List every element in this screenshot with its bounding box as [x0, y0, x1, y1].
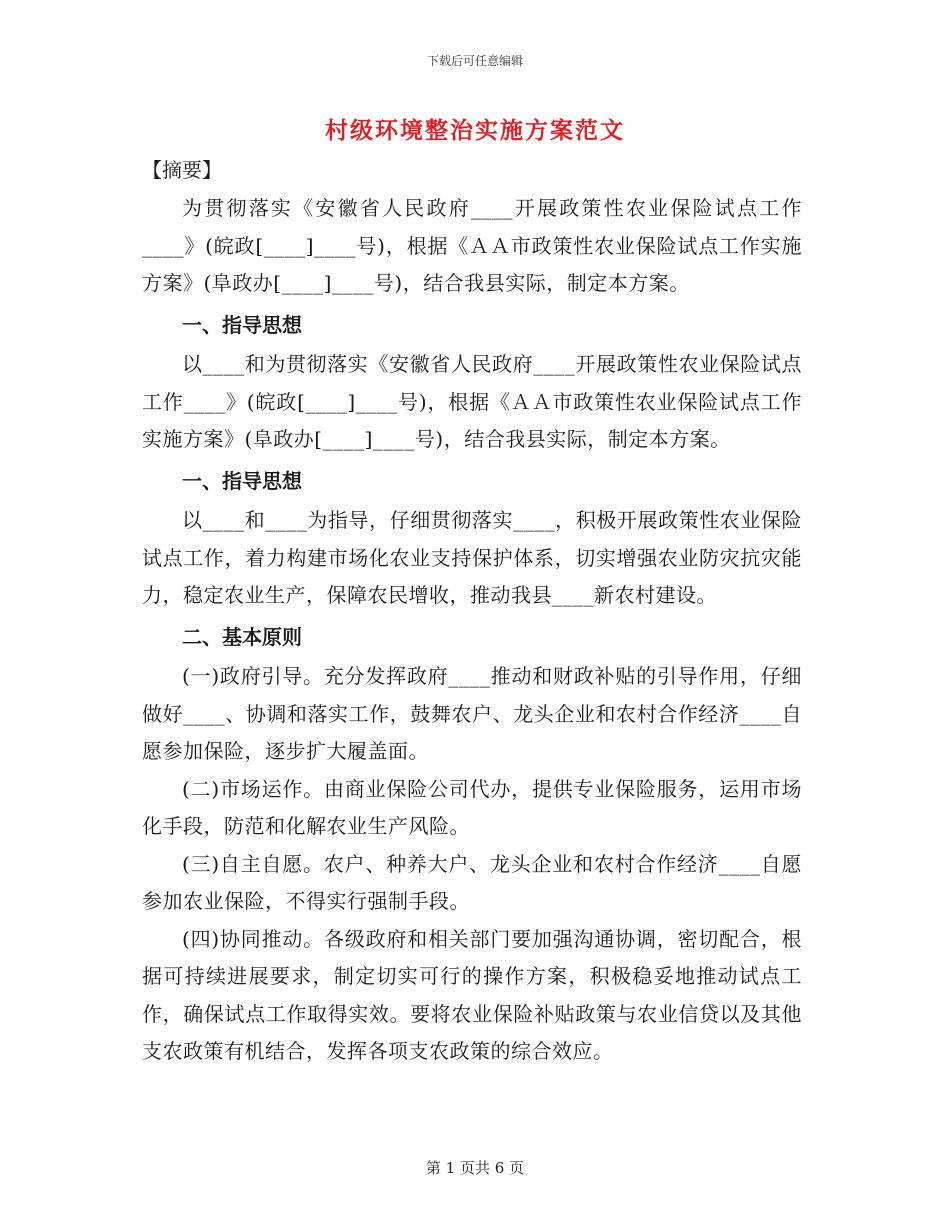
- section-heading-guiding-thought-2: 一、指导思想: [182, 468, 302, 493]
- section-heading-basic-principles: 二、基本原则: [182, 624, 302, 649]
- page-footer: 第 1 页共 6 页: [425, 1159, 525, 1177]
- guiding-thought-paragraph: 以____和为贯彻落实《安徽省人民政府____开展政策性农业保险试点工作____》(皖政[____]____号)，根据《ＡＡ市政策性农业保险试点工作实施方案》(阜政办[____]____号)，结合我县实际，制定本方案。: [142, 352, 802, 451]
- header-note: 下载后可任意编辑: [426, 54, 523, 68]
- abstract-paragraph: 为贯彻落实《安徽省人民政府____开展政策性农业保险试点工作____》(皖政[____]____号)，根据《ＡＡ市政策性农业保险试点工作实施方案》(阜政办[____]____号)，结合我县实际，制定本方案。: [142, 196, 802, 295]
- document-title: 村级环境整治实施方案范文: [325, 117, 625, 144]
- guiding-thought-paragraph-2: 以____和____为指导，仔细贯彻落实____，积极开展政策性农业保险试点工作，着力构建市场化农业支持保护体系，切实增强农业防灾抗灾能力，稳定农业生产，保障农民增收，推动我县____新农村建设。: [142, 508, 802, 607]
- principle-coordinated-promotion: (四)协同推动。各级政府和相关部门要加强沟通协调，密切配合，根据可持续进展要求，制定切实可行的操作方案，积极稳妥地推动试点工作，确保试点工作取得实效。要将农业保险补贴政策与农业信贷以及其他支农政策有机结合，发挥各项支农政策的综合效应。: [142, 926, 802, 1063]
- principle-government-guidance: (一)政府引导。充分发挥政府____推动和财政补贴的引导作用，仔细做好____、协调和落实工作，鼓舞农户、龙头企业和农村合作经济____自愿参加保险，逐步扩大履盖面。: [142, 664, 802, 763]
- section-heading-guiding-thought: 一、指导思想: [182, 312, 302, 337]
- principle-voluntary: (三)自主自愿。农户、种养大户、龙头企业和农村合作经济____自愿参加农业保险，不得实行强制手段。: [142, 851, 802, 913]
- document-body: [142, 150, 802, 1071]
- abstract-label: 【摘要】: [142, 158, 222, 182]
- principle-market-operation: (二)市场运作。由商业保险公司代办，提供专业保险服务，运用市场化手段，防范和化解农业生产风险。: [142, 776, 802, 838]
